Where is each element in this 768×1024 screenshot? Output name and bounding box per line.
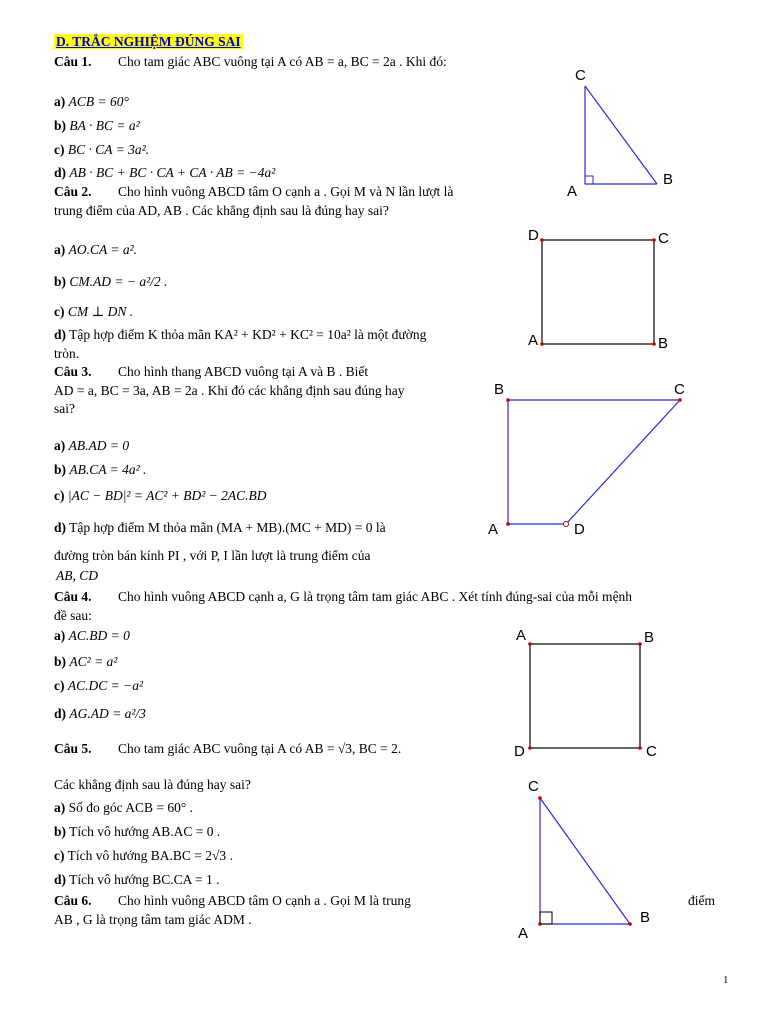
q4-text-2: đề sau: [54, 608, 92, 623]
q4-text-1: Cho hình vuông ABCD cạnh a, G là trọng tâm tam giác ABC . Xét tính đúng-sai của mỗi mệnh [118, 589, 633, 604]
q2-item-d: d) Tập hợp điểm K thỏa mãn KA² + KD² + KC² = 10a² là một đường [54, 327, 427, 342]
q6-label: Câu 6. [54, 893, 92, 908]
fig3-label-d: D [574, 521, 585, 538]
q4-item-b: b) AC² = a² [54, 654, 118, 669]
fig4-point-d [528, 746, 532, 750]
q3-item-a: a) AB.AD = 0 [54, 438, 130, 453]
q4-item-d: d) AG.AD = a²/3 [54, 706, 146, 721]
fig1-label-a: A [567, 183, 578, 200]
fig1-side-cb [585, 86, 657, 184]
q3-item-b: b) AB.CA = 4a² . [54, 462, 147, 477]
fig5-point-b [628, 922, 632, 926]
figure-triangle-q1 [555, 66, 685, 202]
q1-text: Cho tam giác ABC vuông tại A có AB = a, BC = 2a . Khi đó: [118, 54, 447, 69]
fig5-point-c [538, 796, 542, 800]
q3-text-2: AD = a, BC = 3a, AB = 2a . Khi đó các khẳng định sau đúng hay [54, 383, 405, 398]
fig3-point-c [678, 398, 682, 402]
q6-text-1-end: điểm [688, 893, 715, 908]
q2-item-d-cont: tròn. [54, 346, 80, 361]
fig3-label-b: B [494, 381, 505, 398]
fig4-label-d: D [514, 743, 525, 760]
q6-text-2: AB , G là trọng tâm tam giác ADM . [54, 912, 252, 927]
q5-label: Câu 5. [54, 741, 92, 756]
fig3-label-c: C [674, 381, 685, 398]
fig3-point-d [564, 522, 569, 527]
fig4-point-a [528, 642, 532, 646]
fig2-label-a: A [528, 332, 539, 349]
fig2-point-c [652, 238, 656, 242]
q2-text-2: trung điểm của AD, AB . Các khẳng định sau là đúng hay sai? [54, 203, 389, 218]
q5-item-c: c) Tích vô hướng BA.BC = 2√3 . [54, 848, 233, 863]
fig3-point-a [506, 522, 510, 526]
fig4-point-b [638, 642, 642, 646]
q1-label: Câu 1. [54, 54, 92, 69]
q4-label: Câu 4. [54, 589, 92, 604]
fig2-label-d: D [528, 227, 539, 244]
fig5-point-a [538, 922, 542, 926]
fig2-label-b: B [658, 335, 669, 352]
q3-text-1: Cho hình thang ABCD vuông tại A và B . Biết [118, 364, 369, 379]
figure-trapezoid-q3 [486, 374, 696, 544]
q3-item-c: c) |AC − BD|² = AC² + BD² − 2AC.BD [54, 488, 267, 503]
q1-item-a: a) ACB = 60° [54, 94, 129, 109]
q1-item-c: c) BC · CA = 3a². [54, 142, 150, 157]
fig4-square [530, 644, 640, 748]
q3-item-d-cont-1: đường tròn bán kính PI , với P, I lần lượt là trung điểm của [54, 548, 371, 563]
q5-item-d: d) Tích vô hướng BC.CA = 1 . [54, 872, 220, 887]
q3-item-d-cont-2: AB, CD [56, 568, 98, 583]
fig4-label-a: A [516, 627, 527, 644]
fig4-label-c: C [646, 743, 657, 760]
fig2-point-a [540, 342, 544, 346]
q6-text-1: Cho hình vuông ABCD tâm O cạnh a . Gọi M là trung [118, 893, 411, 908]
fig1-right-angle-mark [585, 176, 593, 184]
q4-item-c: c) AC.DC = −a² [54, 678, 144, 693]
fig2-point-b [652, 342, 656, 346]
q5-item-b: b) Tích vô hướng AB.AC = 0 . [54, 824, 221, 839]
figure-square-q2 [520, 222, 680, 354]
q2-item-a: a) AO.CA = a². [54, 242, 138, 257]
fig5-label-a: A [518, 925, 529, 942]
fig2-label-c: C [658, 230, 669, 247]
fig2-square [542, 240, 654, 344]
q1-item-b: b) BA · BC = a² [54, 118, 140, 133]
q2-text-1: Cho hình vuông ABCD tâm O cạnh a . Gọi M và N lần lượt là [118, 184, 454, 199]
q3-text-3: sai? [54, 401, 75, 416]
q1-item-d: d) AB · BC + BC · CA + CA · AB = −4a² [54, 165, 276, 180]
fig5-right-angle-mark [540, 912, 552, 924]
figure-square-q4 [508, 624, 668, 760]
q2-item-b: b) CM.AD = − a²/2 . [54, 274, 168, 289]
fig3-label-a: A [488, 521, 499, 538]
q5-item-a: a) Số đo góc ACB = 60° . [54, 800, 194, 815]
fig1-label-c: C [575, 67, 586, 84]
fig5-side-cb [540, 798, 630, 924]
fig2-point-d [540, 238, 544, 242]
fig4-label-b: B [644, 629, 655, 646]
fig4-point-c [638, 746, 642, 750]
q5-subtext: Các khẳng định sau là đúng hay sai? [54, 777, 251, 792]
figure-triangle-q5 [512, 776, 662, 942]
q2-item-c: c) CM ⊥ DN . [54, 304, 134, 319]
q2-label: Câu 2. [54, 184, 92, 199]
fig1-label-b: B [663, 171, 674, 188]
page-number: 1 [723, 974, 729, 986]
q3-item-d: d) Tập hợp điểm M thỏa mãn (MA + MB).(MC + MD) = 0 là [54, 520, 386, 535]
fig5-label-b: B [640, 909, 651, 926]
fig3-trapezoid [508, 400, 680, 524]
q3-label: Câu 3. [54, 364, 92, 379]
q4-item-a: a) AC.BD = 0 [54, 628, 130, 643]
q5-text: Cho tam giác ABC vuông tại A có AB = √3, BC = 2. [118, 741, 402, 756]
fig3-point-b [506, 398, 510, 402]
section-heading: D. TRẮC NGHIỆM ĐÚNG SAI [56, 34, 241, 49]
fig5-label-c: C [528, 778, 539, 795]
